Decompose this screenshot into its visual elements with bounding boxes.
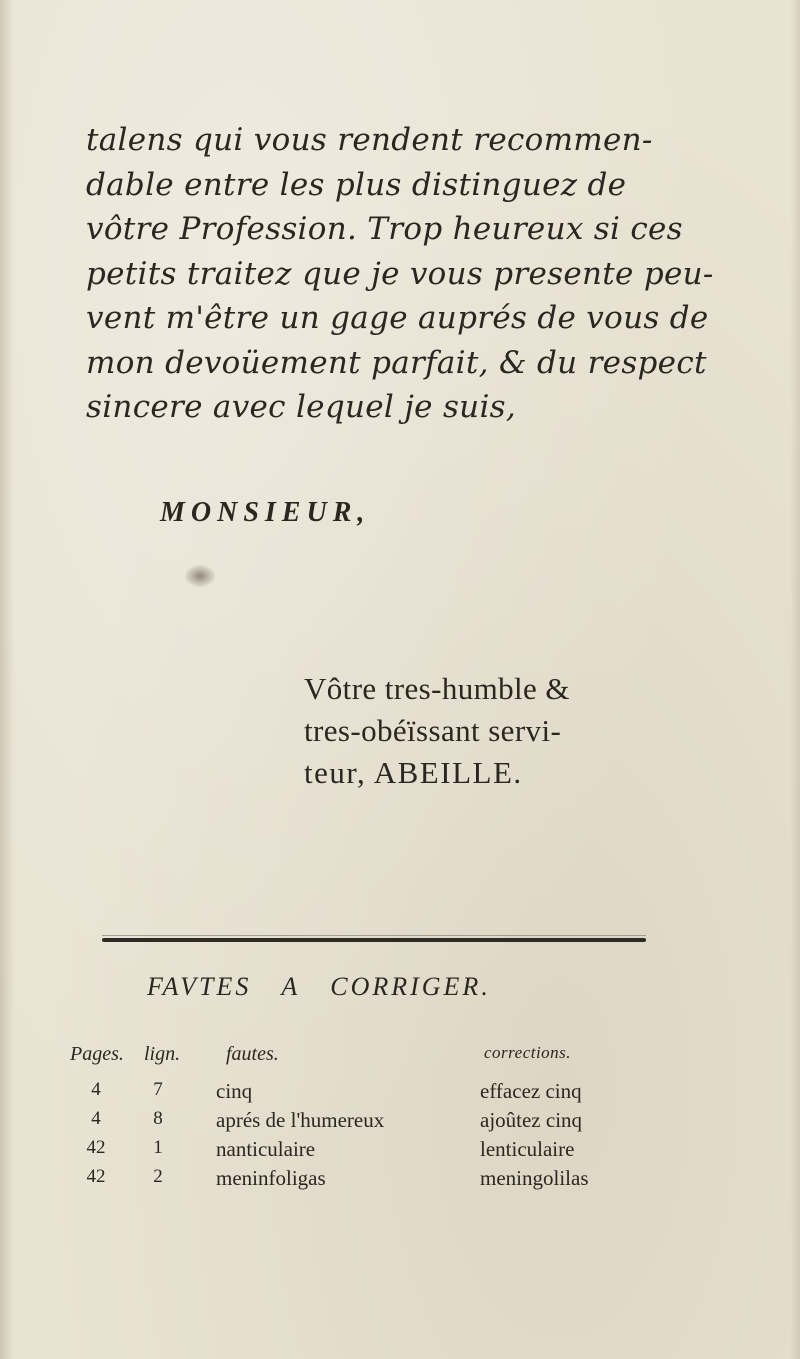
- cell-page: 4: [91, 1079, 101, 1100]
- cell-correction: lenticulaire: [480, 1137, 575, 1161]
- errata-title: [147, 972, 491, 1002]
- dedication-line: mon devoüement parfait, & du respect: [86, 344, 707, 381]
- errata-table: [70, 1043, 690, 1195]
- cell-fault: nanticulaire: [216, 1137, 316, 1161]
- dedication-line: vôtre Profession. Trop heureux si ces: [86, 211, 683, 247]
- table-row: [70, 1166, 690, 1195]
- cell-correction: meningolilas: [480, 1166, 589, 1190]
- dedication-line: dable entre les plus distinguez de: [86, 166, 627, 203]
- cell-line: 8: [153, 1108, 163, 1129]
- cell-page: 42: [86, 1166, 106, 1187]
- errata-title-word: CORRIGER.: [330, 972, 491, 1001]
- cell-correction: effacez cinq: [480, 1079, 582, 1103]
- cell-fault: meninfoligas: [216, 1166, 326, 1190]
- table-row: [70, 1079, 690, 1108]
- cell-fault: cinq: [216, 1079, 253, 1103]
- ink-blot: [185, 565, 215, 587]
- salutation: MONSIEUR,: [160, 497, 371, 528]
- cell-line: 1: [153, 1137, 163, 1158]
- dedication-line: talens qui vous rendent recommen-: [86, 122, 653, 158]
- signature-line: Vôtre tres-humble &: [304, 671, 570, 706]
- signature-block: [304, 668, 704, 794]
- errata-title-word: FAVTES: [147, 972, 252, 1001]
- dedication-line: petits traitez que je vous presente peu-: [86, 255, 714, 292]
- table-row: [70, 1108, 690, 1137]
- cell-line: 2: [153, 1166, 163, 1187]
- errata-title-word: A: [281, 972, 301, 1001]
- header-pages: Pages.: [70, 1043, 124, 1065]
- divider-rule: [102, 938, 646, 942]
- cell-correction: ajoûtez cinq: [480, 1108, 583, 1132]
- cell-fault: aprés de l'humereux: [216, 1108, 385, 1132]
- cell-page: 4: [91, 1108, 101, 1129]
- table-row: [70, 1137, 690, 1166]
- dedication-text: [86, 118, 714, 430]
- dedication-line: sincere avec lequel je suis,: [86, 389, 517, 425]
- cell-page: 42: [86, 1137, 106, 1158]
- errata-header-row: [70, 1043, 690, 1079]
- header-lines: lign.: [144, 1043, 181, 1065]
- signature-line: tres-obéïssant servi-: [304, 713, 562, 748]
- dedication-line: vent m'être un gage auprés de vous de: [86, 300, 709, 336]
- header-faults: fautes.: [226, 1043, 279, 1065]
- cell-line: 7: [153, 1079, 163, 1100]
- header-corrections: corrections.: [484, 1043, 572, 1062]
- signature-line: teur, ABEILLE.: [304, 755, 523, 790]
